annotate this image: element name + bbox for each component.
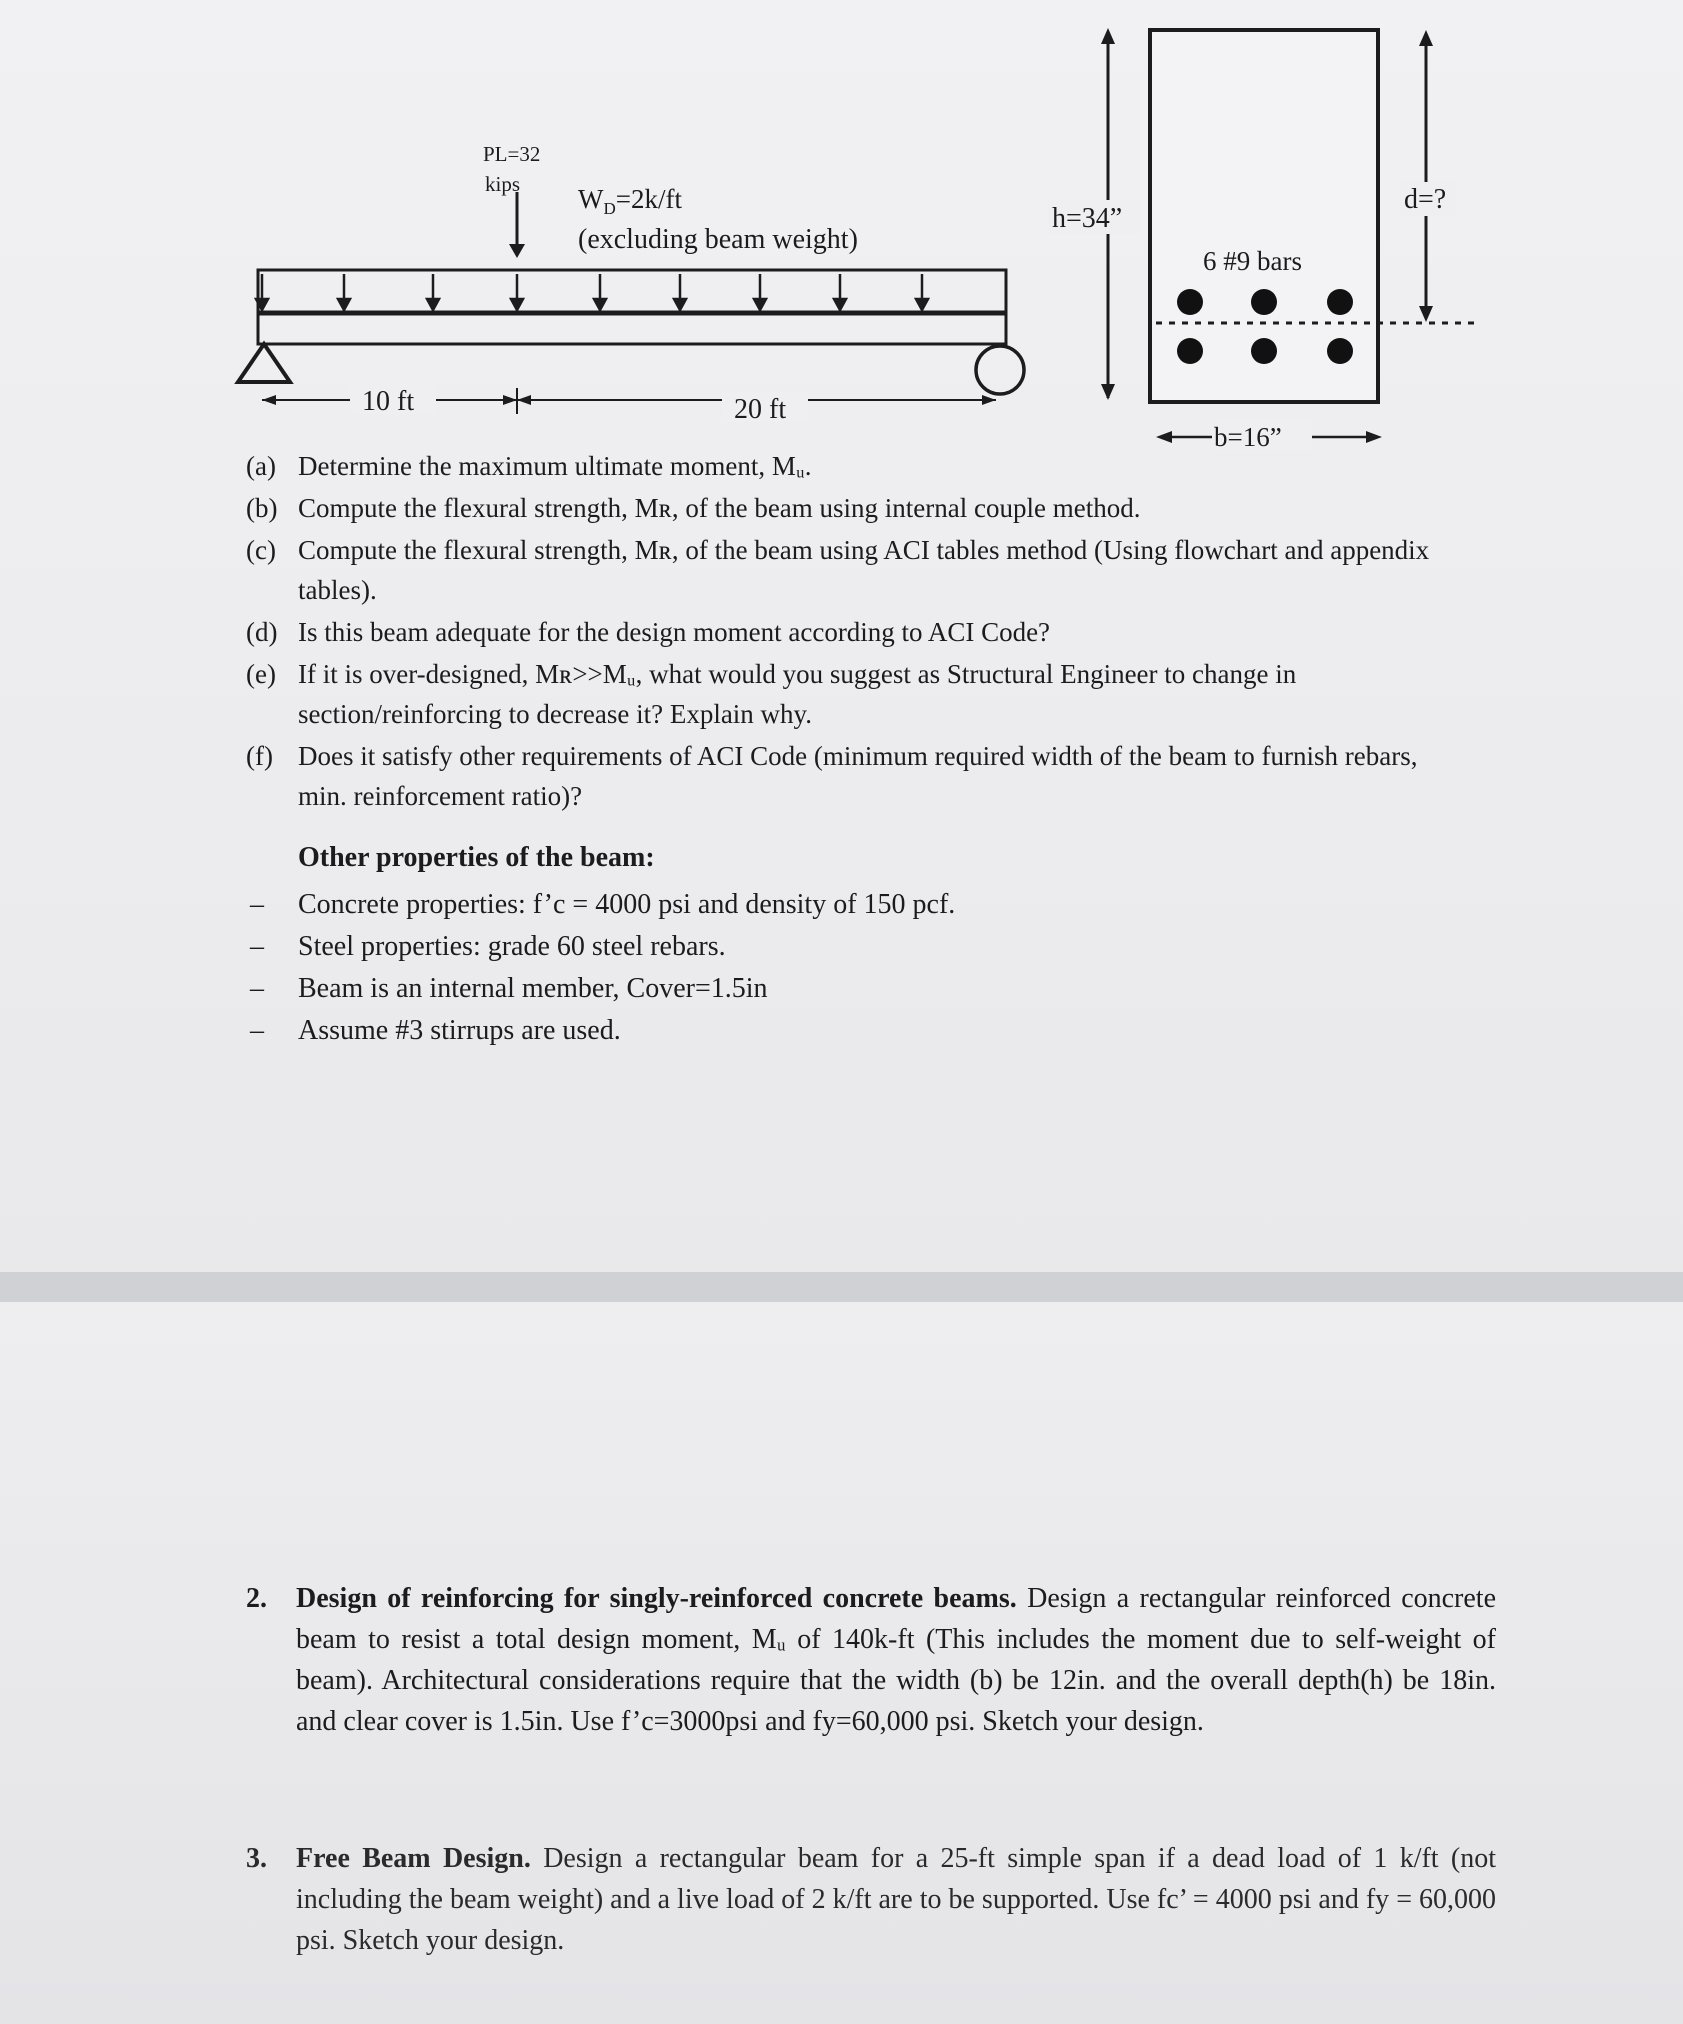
roller-support xyxy=(976,346,1024,394)
question-text: If it is over-designed, Mʀ>>Mᵤ, what would you suggest as Structural Engineer to change in section/reinforcing to decrease it? Explain why. xyxy=(298,659,1297,729)
depth-arrow-bottom xyxy=(1419,306,1433,322)
height-arrow-top xyxy=(1101,28,1115,44)
problem-lead: Design of reinforcing for singly-reinforced concrete beams. xyxy=(296,1583,1017,1614)
distributed-load-arrows xyxy=(256,274,928,310)
question-list xyxy=(246,446,1466,818)
problem-text: Design a rectangular reinforced concrete beam to resist a total design moment, Mᵤ of 140k-ft (This includes the moment due to self-weight of beam). Architectural considerations require that the width (b) be 12in. and the overall depth(h) be 18in. and clear cover is 1.5in. Use f’c=3000psi and fy=60,000 psi. Sketch your design. xyxy=(296,1583,1497,1737)
question-e xyxy=(246,654,1466,734)
question-text: Does it satisfy other requirements of ACI Code (minimum required width of the beam to furnish rebars, min. reinforcement ratio)? xyxy=(298,741,1418,811)
question-text: Compute the flexural strength, Mʀ, of the beam using internal couple method. xyxy=(298,493,1141,523)
property-item xyxy=(250,968,1150,1010)
span-arrow-mid-left xyxy=(503,395,517,405)
distributed-load-note: (excluding beam weight) xyxy=(578,224,858,255)
question-c xyxy=(246,530,1466,610)
question-d xyxy=(246,612,1466,652)
bullet-dash: – xyxy=(250,931,264,962)
span-right-label: 20 ft xyxy=(734,394,787,425)
question-letter: (d) xyxy=(246,617,278,647)
problem-text: Design a rectangular beam for a 25-ft simple span if a dead load of 1 k/ft (not including the beam weight) and a live load of 2 k/ft are to be supported. Use fc’ = 4000 psi and fy = 60,000 psi. Sketch your design. xyxy=(296,1843,1497,1956)
problem-lead: Free Beam Design. xyxy=(296,1843,531,1874)
height-arrow-bottom xyxy=(1101,384,1115,400)
point-load-unit: kips xyxy=(485,172,521,196)
width-arrow-left xyxy=(1156,431,1172,443)
beam-diagram xyxy=(0,0,1683,450)
property-item xyxy=(250,1010,1150,1052)
problem-body xyxy=(296,1838,1496,1961)
page-gap xyxy=(0,1272,1683,1302)
property-item xyxy=(250,926,1150,968)
distributed-load-box xyxy=(258,270,1006,312)
question-text: Is this beam adequate for the design moment according to ACI Code? xyxy=(298,617,1051,647)
pin-support xyxy=(238,344,290,382)
question-f xyxy=(246,736,1466,816)
question-a xyxy=(246,446,1466,486)
question-text: Determine the maximum ultimate moment, Mᵤ. xyxy=(298,451,812,481)
problem-number: 3. xyxy=(246,1843,267,1874)
property-text: Steel properties: grade 60 steel rebars. xyxy=(298,931,726,962)
property-text: Assume #3 stirrups are used. xyxy=(298,1015,621,1046)
bullet-dash: – xyxy=(250,973,264,1004)
point-load-label: PL=32 xyxy=(483,142,541,166)
properties-title: Other properties of the beam: xyxy=(298,842,655,873)
question-letter: (b) xyxy=(246,493,278,523)
width-label: b=16” xyxy=(1214,422,1282,450)
depth-label: d=? xyxy=(1404,184,1447,215)
span-arrow-mid-right xyxy=(517,395,531,405)
bars-label: 6 #9 bars xyxy=(1203,246,1302,276)
question-b xyxy=(246,488,1466,528)
property-text: Beam is an internal member, Cover=1.5in xyxy=(298,973,768,1004)
span-arrow-right xyxy=(982,395,996,405)
problem-number: 2. xyxy=(246,1583,267,1614)
question-letter: (f) xyxy=(246,741,273,771)
question-letter: (a) xyxy=(246,451,276,481)
problem-body xyxy=(296,1578,1496,1742)
bullet-dash: – xyxy=(250,889,264,920)
bullet-dash: – xyxy=(250,1015,264,1046)
beam xyxy=(258,314,1006,344)
span-left-label: 10 ft xyxy=(362,386,415,417)
problem-3 xyxy=(246,1838,1496,1961)
question-letter: (e) xyxy=(246,659,276,689)
point-load-arrowhead xyxy=(509,244,525,258)
height-label: h=34” xyxy=(1052,203,1123,234)
property-text: Concrete properties: f’c = 4000 psi and density of 150 pcf. xyxy=(298,889,956,920)
question-letter: (c) xyxy=(246,535,276,565)
distributed-load-label: $W_D=2k/ft$ xyxy=(578,184,682,218)
problem-2 xyxy=(246,1578,1496,1742)
depth-arrow-top xyxy=(1419,30,1433,46)
properties-list xyxy=(250,884,1150,1052)
property-item xyxy=(250,884,1150,926)
question-text: Compute the flexural strength, Mʀ, of the beam using ACI tables method (Using flowchart and appendix tables). xyxy=(298,535,1430,605)
span-arrow-left xyxy=(262,395,276,405)
width-arrow-right xyxy=(1366,431,1382,443)
